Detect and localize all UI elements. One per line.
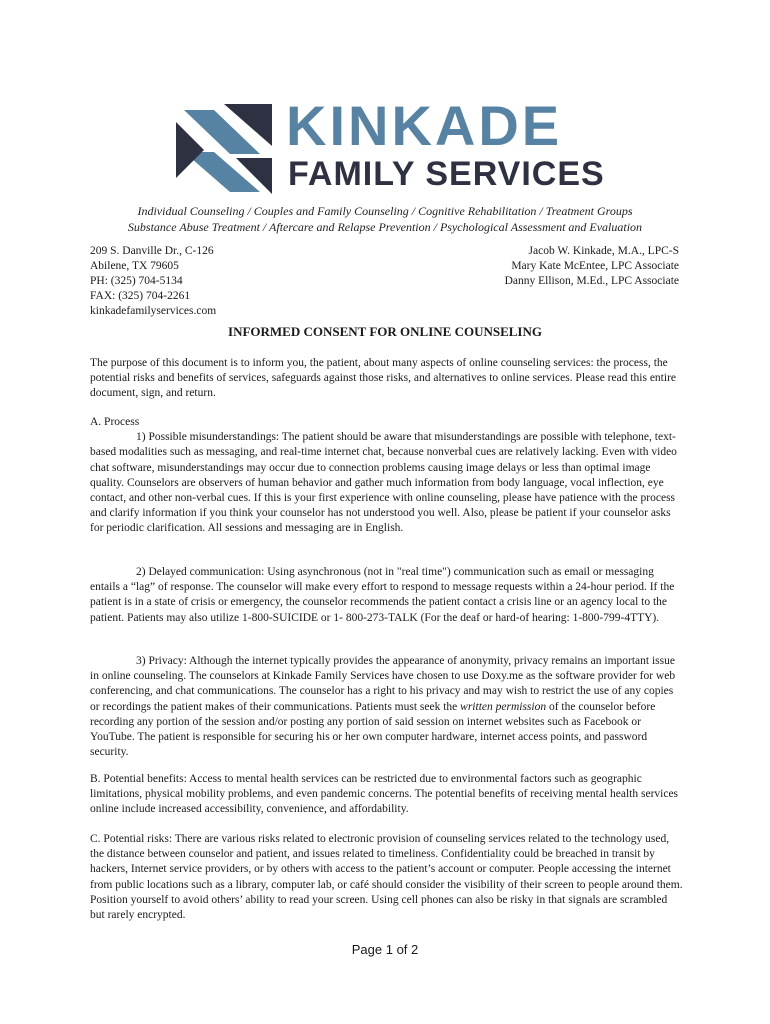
staff-member: Mary Kate McEntee, LPC Associate	[511, 260, 679, 272]
section-a-item-1-text: 1) Possible misunderstandings: The patient should be aware that misunderstandings are possible with telephone, text-based modalities such as messaging, and real-time internet chat, because nonverbal cues are relatively lacking. Even with video chat software, misunderstandings may occur due to connection problems causing image delays or less than optimal image quality. Counselors are observers of human behavior and gather much information from body language, vocal inflection, eye contact, and other non-verbal cues. If this is your first experience with online counseling, please have patience with the process and clarify information if you think your counselor has not understood you well. Also, please be patient if your counselor asks for periodic clarification. All sessions and messaging are in English.	[90, 431, 677, 535]
section-b-text: B. Potential benefits: Access to mental health services can be restricted due to environmental factors such as geographic limitations, physical mobility problems, and even pandemic concerns. The potential benefits of receiving mental health services online include increased accessibility, convenience, and affordability.	[90, 773, 679, 816]
logo-wordmark: KINKADE	[286, 94, 563, 157]
address-website: kinkadefamilyservices.com	[90, 305, 217, 317]
services-line-2: Substance Abuse Treatment / Aftercare and Relapse Prevention / Psychological Assessment and Evaluation	[127, 220, 643, 234]
intro-text: The purpose of this document is to inform you, the patient, about many aspects of online counseling services: the process, the potential risks and benefits of services, safeguards against those risks, and alternatives to online services. Please read this entire document, sign, and return.	[90, 357, 677, 400]
section-a-item-3-text-before: 3) Privacy: Although the internet typically provides the appearance of anonymity, privacy remains an important issue in online counseling. The counselors at Kinkade Family Services have chosen to use Doxy.me as the software provider for web conferencing, and chat communications. The counselor has a right to his privacy and may wish to restrict the use of any copies or recordings the patient makes of their communications. Patients must seek the	[90, 655, 676, 713]
section-a	[90, 415, 684, 537]
address-street: 209 S. Danville Dr., C-126	[90, 245, 214, 257]
address-city: Abilene, TX 79605	[90, 260, 179, 272]
section-a-heading: A. Process	[90, 416, 140, 428]
section-a-item-3-text-after: of the counselor before recording any portion of the session and/or posting any portion of said session on internet websites such as Facebook or YouTube. The patient is responsible for securing his or her own computer hardware, internet access points, and password security.	[90, 700, 656, 759]
section-c-text: C. Potential risks: There are various risks related to electronic provision of counseling services related to the technology used, the distance between counselor and patient, and issues related to timeliness. Confidentiality could be breached in transit by hackers, Internet service providers, or by others with access to the patient’s account or computer. People accessing the internet from public locations such as a library, computer lab, or café should consider the visibility of their screen to people around them. Position yourself to avoid others’ ability to read your screen. Using cell phones can also be risky in that signals are scrambled but rarely encrypted.	[90, 833, 683, 922]
address-fax: FAX: (325) 704-2261	[90, 290, 191, 302]
address-phone: PH: (325) 704-5134	[90, 275, 183, 287]
document-title: INFORMED CONSENT FOR ONLINE COUNSELING	[228, 324, 542, 339]
section-a-item-1	[90, 430, 684, 536]
section-a-item-2	[90, 565, 684, 626]
address-block	[90, 244, 216, 319]
logo-subtitle: FAMILY SERVICES	[288, 155, 605, 193]
staff-block	[505, 244, 679, 289]
logo-emblem-icon	[174, 94, 278, 198]
staff-member: Jacob W. Kinkade, M.A., LPC-S	[528, 245, 679, 257]
section-a-item-3	[90, 654, 684, 760]
staff-member: Danny Ellison, M.Ed., LPC Associate	[504, 275, 679, 287]
kinkade-logo	[174, 94, 605, 198]
section-a-item-2-text: 2) Delayed communication: Using asynchronous (not in "real time") communication such as email or messaging entails a “lag” of response. The counselor will make every effort to respond to message requests within a 24-hour period. If the patient is in a state of crisis or emergency, the counselor recommends the patient contact a crisis line or an agency local to the patient. Patients may also utilize 1-800-SUICIDE or 1- 800-273-TALK (For the deaf or hard-of hearing: 1-800-799-4TTY).	[90, 566, 675, 624]
section-c	[90, 832, 684, 923]
intro-paragraph	[90, 356, 684, 402]
services-line-1: Individual Counseling / Couples and Family Counseling / Cognitive Rehabilitation / Treatment Groups	[137, 204, 633, 218]
section-b	[90, 772, 684, 818]
page-number: Page 1 of 2	[351, 942, 419, 957]
written-permission-text: written permission	[460, 700, 547, 713]
